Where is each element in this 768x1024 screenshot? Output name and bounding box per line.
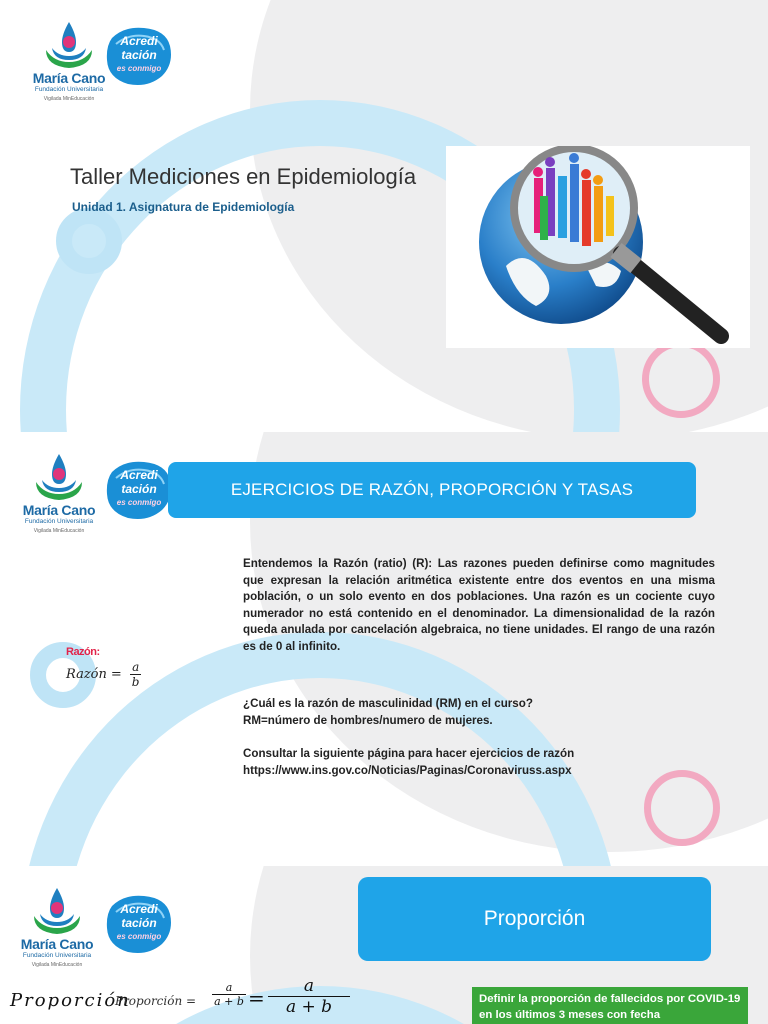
- fraction-numerator: a: [225, 981, 233, 994]
- consult-line: Consultar la siguiente página para hacer ejercicios de razón: [243, 747, 575, 760]
- formula-numerator: a: [132, 660, 140, 674]
- acr-line2: tación: [121, 916, 157, 930]
- formula-big-label: Proporción: [10, 990, 131, 1011]
- slide-ejercicios: [0, 432, 768, 866]
- logo-line3: Vigilada MinEducación: [33, 528, 85, 534]
- maria-cano-emblem-icon: [14, 452, 104, 504]
- consult-block: [243, 746, 723, 779]
- formula-fraction-large: [268, 976, 350, 1017]
- maria-cano-logo: [24, 20, 114, 110]
- exercise-green-box: Definir la proporción de fallecidos por COVID-19 en los últimos 3 meses con fecha: [472, 987, 748, 1024]
- proporcion-title-box: Proporción: [358, 877, 711, 961]
- maria-cano-logo: [12, 886, 102, 976]
- section-banner: EJERCICIOS DE RAZÓN, PROPORCIÓN Y TASAS: [168, 462, 696, 518]
- acr-line3: es conmigo: [116, 932, 162, 941]
- acr-line3: es conmigo: [116, 64, 162, 73]
- bg-pink-ring: [644, 770, 720, 846]
- maria-cano-emblem-icon: [24, 20, 114, 72]
- globe-magnifier-icon: [446, 146, 750, 348]
- slide-proporcion: [0, 866, 768, 1024]
- formula-equals: =: [248, 986, 265, 1010]
- acr-line1: Acredi: [120, 468, 158, 482]
- razon-formula: [66, 660, 141, 689]
- bg-pink-ring: [642, 340, 720, 418]
- formula-line: RM=número de hombres/numero de mujeres.: [243, 713, 493, 727]
- maria-cano-emblem-icon: [12, 886, 102, 938]
- maria-cano-logo: [14, 452, 104, 542]
- question-block: [243, 696, 723, 729]
- acreditacion-logo: [104, 892, 174, 956]
- logo-name: María Cano: [20, 936, 94, 952]
- formula-label: Razón:: [66, 646, 100, 658]
- logo-line2: Fundación Universitaria: [22, 952, 92, 959]
- formula-fraction-small: [212, 981, 246, 1008]
- logo-name: María Cano: [22, 502, 96, 518]
- formula-lhs: Razón: [66, 667, 107, 682]
- logo-name: María Cano: [32, 70, 106, 86]
- acr-line2: tación: [121, 48, 157, 62]
- razon-definition: Entendemos la Razón (ratio) (R): Las razones pueden definirse como magnitudes que expresan la relación aritmética existente entre dos eventos en una misma población, o un solo evento en dos poblaciones. Una razón es un cociente cuyo numerador no está contenido en el denominador. La dimensionalidad de la razón queda anulada por cancelación algebraica, no tiene unidades. El rango de una razón es de 0 al infinito.: [243, 557, 715, 653]
- logo-line2: Fundación Universitaria: [34, 86, 104, 93]
- fraction-denominator: a + b: [214, 995, 244, 1008]
- acr-line1: Acredi: [120, 34, 158, 48]
- acr-line3: es conmigo: [116, 498, 162, 507]
- acr-line1: Acredi: [120, 902, 158, 916]
- acr-line2: tación: [121, 482, 157, 496]
- question-line: ¿Cuál es la razón de masculinidad (RM) en el curso?: [243, 697, 533, 710]
- presentation-title: Taller Mediciones en Epidemiología: [70, 164, 417, 189]
- slide-title: [0, 0, 768, 432]
- formula-small-label: Proporción =: [115, 994, 197, 1008]
- formula-denominator: b: [131, 675, 140, 689]
- globe-magnifier-image: [446, 146, 750, 348]
- bg-small-ring: [56, 208, 122, 274]
- logo-line3: Vigilada MinEducación: [31, 962, 83, 968]
- fraction-numerator: a: [303, 976, 315, 996]
- formula-fraction: [130, 660, 142, 689]
- consult-url: https://www.ins.gov.co/Noticias/Paginas/Coronaviruss.aspx: [243, 763, 572, 777]
- presentation-subtitle: Unidad 1. Asignatura de Epidemiología: [72, 200, 295, 214]
- acreditacion-logo: [104, 24, 174, 88]
- logo-line2: Fundación Universitaria: [24, 518, 94, 525]
- logo-line3: Vigilada MinEducación: [43, 96, 95, 102]
- acreditacion-logo: [104, 458, 174, 522]
- fraction-denominator: a + b: [285, 997, 333, 1017]
- formula-equals: =: [110, 667, 122, 682]
